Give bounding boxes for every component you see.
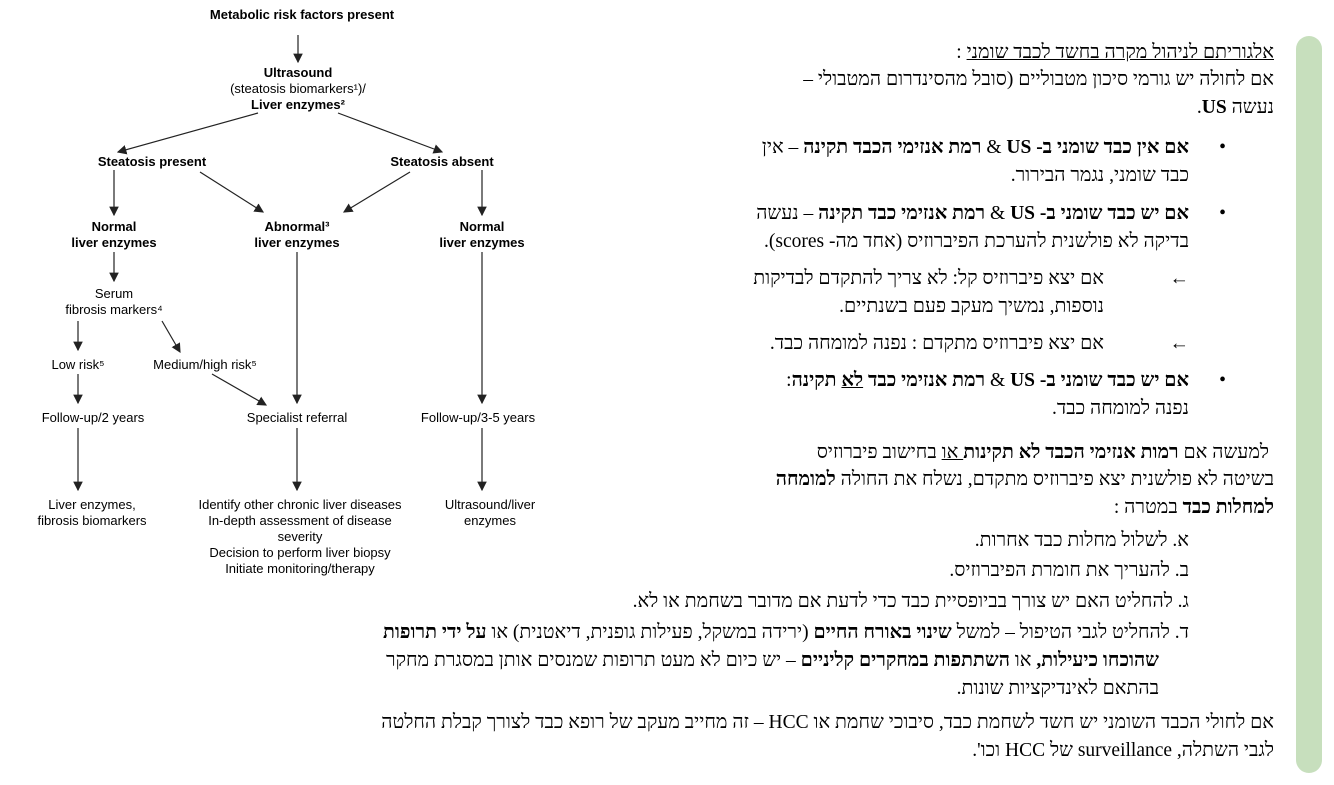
p1-c: או [941,442,964,463]
node-low-risk: Low risk⁵ [51,357,105,372]
node-follow-2y: Follow-up/2 years [41,410,145,425]
b2-a: אם יש כבד שומני ב- US [1010,203,1189,224]
normal-left-line1: Normal [91,219,137,234]
bottom-mid-line2: In-depth assessment of disease [208,513,392,528]
intro-line-2: נעשה US. [1196,97,1274,118]
list-item-b: ב. להעריך את חומרת הפיברוזיס. [949,560,1189,581]
node-steatosis-present: Steatosis present [97,154,207,169]
arrow-left-icon: ← [1169,333,1189,354]
b3-c: רמת אנזימי כבד [863,370,986,391]
b2-b: & [985,203,1011,224]
ld2-c: השתתפות במחקרים קליניים [800,650,1010,671]
p2-b: למומחה [775,469,836,490]
list-item-a: א. לשלול מחלות כבד אחרות. [974,530,1189,551]
b2-c: רמת אנזימי כבד תקינה [818,203,986,224]
para-line3 [1114,495,1274,521]
ld2-b: או [1009,650,1037,671]
ld2-a: שהוכחו כיעילות, [1036,650,1159,671]
b1-c: רמת אנזימי הכבד תקינה [803,137,982,158]
bullet3-line1: אם יש כבד שומני ב- US & רמת אנזימי כבד לא תקינה: [786,370,1189,391]
margin-highlight-bar [1296,36,1322,773]
node-medium-risk: Medium/high risk⁵ [153,357,257,372]
ultrasound-title: Ultrasound [263,65,333,80]
bottom-left-line1: Liver enzymes, [48,497,136,512]
arrow1-line1: אם יצא פיברוזיס קל: לא צריך להתקדם לבדיקות [753,268,1104,289]
intro-line-1: אם לחולה יש גורמי סיכון מטבוליים (סובל מהסינדרום המטבולי – [803,69,1274,90]
ld1-b: שינוי באורח החיים [813,622,952,643]
normal-right-line1: Normal [459,219,505,234]
node-metabolic-risk: Metabolic risk factors present [209,7,395,22]
b3-d: לא [841,370,864,391]
bottom-right-line2: enzymes [463,513,517,528]
bottom-left-line2: fibrosis biomarkers [37,513,147,528]
node-steatosis-absent: Steatosis absent [390,154,494,169]
intro2-b: US [1201,97,1227,118]
p1-d: בחישוב פיברוזיס [816,442,942,463]
para-line2 [776,467,1274,493]
arrow1-line2: נוספות, נמשיך מעקב פעם בשנתיים. [839,296,1104,317]
b3-a: אם יש כבד שומני ב- US [1010,370,1189,391]
bottom-mid-line4: Decision to perform liver biopsy [209,545,391,560]
bullet2-line2: בדיקה לא פולשנית להערכת הפיברוזיס (אחד מה- scores). [764,231,1189,252]
p1-b: רמות אנזימי הכבד לא תקינות [963,442,1179,463]
bullet1-line2: כבד שומני, נגמר הבירור. [1010,165,1189,186]
list-item-c: ג. להחליט האם יש צורך בביופסיית כבד כדי לדעת אם מדובר בשחמת או לא. [632,591,1189,612]
b3-e: תקינה [791,370,842,391]
abnormal-line1: Abnormal³ [264,219,330,234]
bottom-right-line1: Ultrasound/liver [444,497,536,512]
bullet-dot: • [1219,203,1226,224]
heading: אלגוריתם לניהול מקרה בחשד לכבד שומני : [956,42,1274,63]
p1-a: למעשה אם [1178,442,1269,463]
bullet2-line1 [756,201,1189,227]
list-item-d-line1 [383,620,1189,646]
b1-b: & [981,137,1007,158]
list-item-d-line2 [386,648,1159,674]
ld1-c: (ירידה במשקל, פעילות גופנית, דיאטנית) או [486,622,814,643]
list-item-d-line3: בהתאם לאינדיקציות שונות. [956,678,1159,699]
b3-b: & [985,370,1011,391]
heading-text: אלגוריתם לניהול מקרה בחשד לכבד שומני [966,42,1274,63]
serum-line2: fibrosis markers⁴ [65,302,163,317]
normal-left-line2: liver enzymes [71,235,157,250]
bullet1-line1 [762,135,1189,161]
bullet-dot: • [1219,137,1226,158]
bullet3-line2: נפנה למומחה כבד. [1051,398,1189,419]
b1-a: אם אין כבד שומני ב- US [1006,137,1189,158]
serum-line1: Serum [94,286,134,301]
ultrasound-tail: Liver enzymes² [251,97,345,112]
bottom-mid-line3: severity [277,529,323,544]
node-specialist-referral: Specialist referral [246,410,348,425]
ld1-d: על ידי תרופות [383,622,487,643]
p3-a: למחלות כבד [1182,497,1274,518]
bottom-mid-line5: Initiate monitoring/therapy [225,561,375,576]
node-follow-3-5y: Follow-up/3-5 years [420,410,536,425]
arrow2-line: אם יצא פיברוזיס מתקדם : נפנה למומחה כבד. [769,333,1104,354]
normal-right-line2: liver enzymes [439,235,525,250]
abnormal-line2: liver enzymes [254,235,340,250]
para-line1 [817,440,1269,466]
last-line2: לגבי השתלה, surveillance של HCC וכו'. [972,740,1274,761]
bullet-dot: • [1219,370,1226,391]
p3-b: במטרה : [1113,497,1183,518]
intro2-a: נעשה [1226,97,1274,118]
b1-d: – אין [761,137,804,158]
arrow-left-icon: ← [1169,268,1189,289]
bottom-mid-line1: Identify other chronic liver diseases [198,497,402,512]
last-line1: אם לחולי הכבד השומני יש חשד לשחמת כבד, סיבוכי שחמת או HCC – זה מחייב מעקב של רופא כבד לצורך קבלת החלטה [381,712,1274,733]
ld2-d: – יש כיום לא מעט תרופות שמנסים אותן במסגרת מחקר [385,650,801,671]
p2-a: בשיטה לא פולשנית יצא פיברוזיס מתקדם, נשלח את החולה [835,469,1274,490]
ld1-a: ד. להחליט לגבי הטיפול – למשל [951,622,1189,643]
ultrasound-sub: (steatosis biomarkers¹)/ [230,81,366,96]
b2-d: – נעשה [756,203,819,224]
